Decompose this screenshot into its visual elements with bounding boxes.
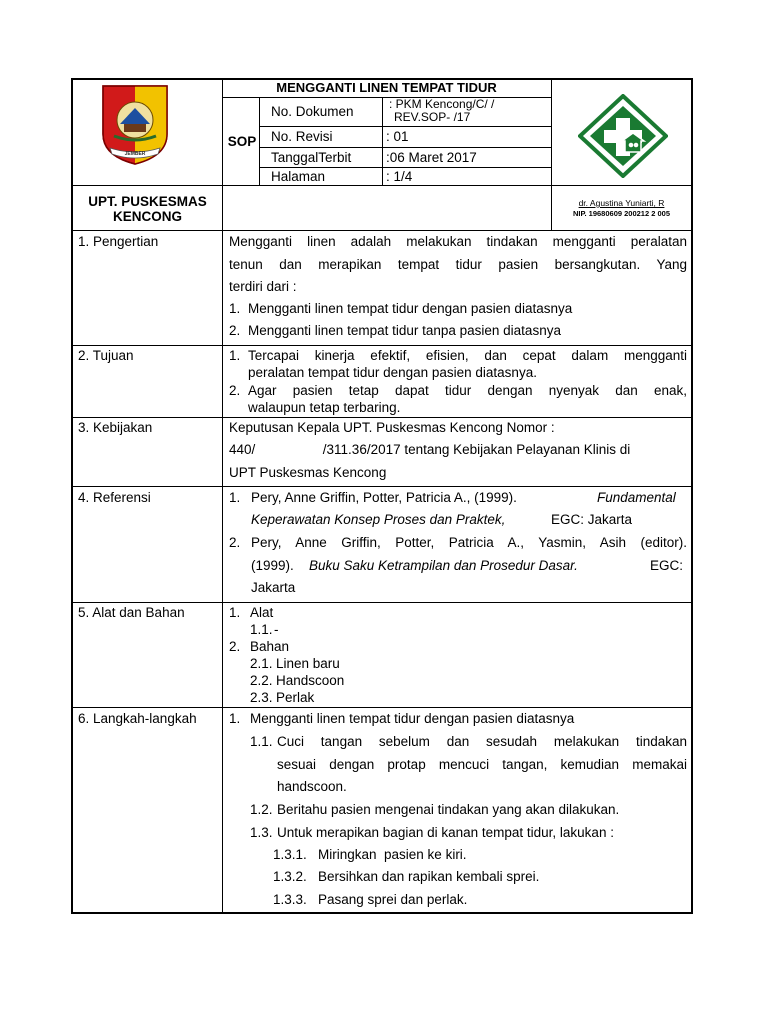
alat-text: Linen baru bbox=[276, 656, 340, 671]
langkah-num: 1.3.3. bbox=[273, 892, 307, 907]
alat-num: 2.2. bbox=[250, 673, 273, 688]
tujuan-item-line: Tercapai kinerja efektif, efisien, dan cepat dalam mengganti bbox=[248, 348, 687, 363]
document-title: MENGGANTI LINEN TEMPAT TIDUR bbox=[276, 80, 497, 95]
langkah-text: Pasang sprei dan perlak. bbox=[318, 892, 468, 907]
alat-text: Handscoon bbox=[276, 673, 345, 688]
referensi-1-publisher: EGC: Jakarta bbox=[551, 512, 633, 527]
langkah-step-line: Cuci tangan sebelum dan sesudah melakukan tindakan bbox=[277, 734, 687, 749]
alat-num: 2.1. bbox=[250, 656, 273, 671]
section-label-tujuan: 2. Tujuan bbox=[78, 348, 134, 363]
langkah-num: 1.1. bbox=[250, 734, 273, 749]
alat-text: - bbox=[274, 622, 279, 637]
referensi-1-title: Fundamental bbox=[597, 490, 676, 505]
langkah-text: Untuk merapikan bagian di kanan tempat tidur, lakukan : bbox=[277, 825, 614, 840]
alat-text: Alat bbox=[250, 605, 274, 620]
alat-num: 2. bbox=[229, 639, 241, 654]
no-revisi-value: : 01 bbox=[386, 129, 409, 144]
no-dokumen-value-line2: REV.SOP- /17 bbox=[394, 110, 471, 124]
grid-line bbox=[259, 147, 551, 148]
tujuan-item-num: 2. bbox=[229, 383, 241, 398]
grid-line bbox=[72, 345, 692, 346]
grid-line bbox=[72, 602, 692, 603]
langkah-num: 1. bbox=[229, 711, 241, 726]
tanggal-terbit-value: :06 Maret 2017 bbox=[386, 150, 477, 165]
tujuan-item-line: peralatan tempat tidur dengan pasien diatasnya. bbox=[248, 365, 537, 380]
langkah-text: Miringkan pasien ke kiri. bbox=[318, 847, 467, 862]
referensi-num: 2. bbox=[229, 535, 241, 550]
langkah-num: 1.3. bbox=[250, 825, 273, 840]
tujuan-item-line: Agar pasien tetap dapat tidur dengan nyenyak dan enak, bbox=[248, 383, 687, 398]
grid-line bbox=[72, 185, 692, 186]
alat-num: 1.1. bbox=[250, 622, 273, 637]
kebijakan-line3: UPT Puskesmas Kencong bbox=[229, 465, 387, 480]
grid-line bbox=[72, 707, 692, 708]
pengertian-item-num: 2. bbox=[229, 323, 241, 338]
grid-line bbox=[72, 486, 692, 487]
langkah-text: Bersihkan dan rapikan kembali sprei. bbox=[318, 869, 540, 884]
section-label-kebijakan: 3. Kebijakan bbox=[78, 420, 153, 435]
kebijakan-line2: 440/ /311.36/2017 tentang Kebijakan Pelayanan Klinis di bbox=[229, 442, 631, 457]
referensi-num: 1. bbox=[229, 490, 241, 505]
alat-text: Perlak bbox=[276, 690, 315, 705]
referensi-1-text: Pery, Anne Griffin, Potter, Patricia A., (1999). bbox=[251, 490, 517, 505]
grid-line bbox=[222, 79, 223, 913]
pengertian-line2: tenun dan merapikan tempat tidur pasien bersangkutan. Yang bbox=[229, 257, 687, 272]
no-dokumen-label: No. Dokumen bbox=[271, 104, 354, 119]
no-revisi-label: No. Revisi bbox=[271, 129, 333, 144]
langkah-num: 1.3.2. bbox=[273, 869, 307, 884]
pengertian-item-num: 1. bbox=[229, 301, 241, 316]
alat-text: Bahan bbox=[250, 639, 290, 654]
grid-line bbox=[222, 97, 551, 98]
langkah-text: Beritahu pasien mengenai tindakan yang akan dilakukan. bbox=[277, 802, 620, 817]
grid-line bbox=[259, 97, 260, 185]
grid-line bbox=[72, 417, 692, 418]
grid-line bbox=[382, 97, 383, 185]
langkah-step-line: sesuai dengan protap mencuci tangan, kemudian memakai bbox=[277, 757, 687, 772]
grid-line bbox=[551, 79, 552, 230]
pengertian-line1: Mengganti linen adalah melakukan tindakan mengganti peralatan bbox=[229, 234, 687, 249]
kebijakan-line1: Keputusan Kepala UPT. Puskesmas Kencong Nomor : bbox=[229, 420, 555, 435]
referensi-2-text: Pery, Anne Griffin, Potter, Patricia A., Yasmin, Asih (editor). bbox=[251, 535, 687, 550]
pengertian-line3: terdiri dari : bbox=[229, 279, 297, 294]
section-label-alat: 5. Alat dan Bahan bbox=[78, 605, 185, 620]
puskesmas-logo bbox=[578, 94, 668, 178]
signatory-nip: NIP. 19680609 200212 2 005 bbox=[572, 209, 671, 218]
langkah-num: 1.3.1. bbox=[273, 847, 307, 862]
alat-num: 1. bbox=[229, 605, 241, 620]
referensi-2-publisher: EGC: bbox=[650, 558, 684, 573]
institution-line1: UPT. PUSKESMAS bbox=[88, 194, 207, 209]
halaman-label: Halaman bbox=[271, 169, 326, 184]
alat-num: 2.3. bbox=[250, 690, 273, 705]
section-label-referensi: 4. Referensi bbox=[78, 490, 151, 505]
grid-line bbox=[72, 230, 692, 231]
pengertian-item: Mengganti linen tempat tidur tanpa pasien diatasnya bbox=[248, 323, 561, 338]
tujuan-item-num: 1. bbox=[229, 348, 241, 363]
langkah-step-line: handscoon. bbox=[277, 779, 347, 794]
institution-line2: KENCONG bbox=[112, 209, 182, 224]
jember-emblem-logo bbox=[100, 84, 170, 166]
tanggal-terbit-label: TanggalTerbit bbox=[271, 150, 352, 165]
grid-line bbox=[259, 126, 551, 127]
referensi-1-title-cont: Keperawatan Konsep Proses dan Praktek, bbox=[251, 512, 506, 527]
sop-label: SOP bbox=[227, 134, 257, 149]
pengertian-item: Mengganti linen tempat tidur dengan pasien diatasnya bbox=[248, 301, 573, 316]
referensi-2-title: Buku Saku Ketrampilan dan Prosedur Dasar. bbox=[309, 558, 578, 573]
no-dokumen-value-line1: : PKM Kencong/C/ / bbox=[389, 97, 495, 111]
referensi-2-year: (1999). bbox=[251, 558, 294, 573]
tujuan-item-line: walaupun tetap terbaring. bbox=[248, 400, 401, 415]
halaman-value: : 1/4 bbox=[386, 169, 413, 184]
section-label-pengertian: 1. Pengertian bbox=[78, 234, 159, 249]
signatory-name: dr. Agustina Yuniarti, R bbox=[578, 198, 665, 208]
langkah-num: 1.2. bbox=[250, 802, 273, 817]
langkah-text: Mengganti linen tempat tidur dengan pasien diatasnya bbox=[250, 711, 575, 726]
section-label-langkah: 6. Langkah-langkah bbox=[78, 711, 197, 726]
jember-banner-text: JEMBER bbox=[124, 151, 146, 157]
referensi-2-city: Jakarta bbox=[251, 580, 296, 595]
